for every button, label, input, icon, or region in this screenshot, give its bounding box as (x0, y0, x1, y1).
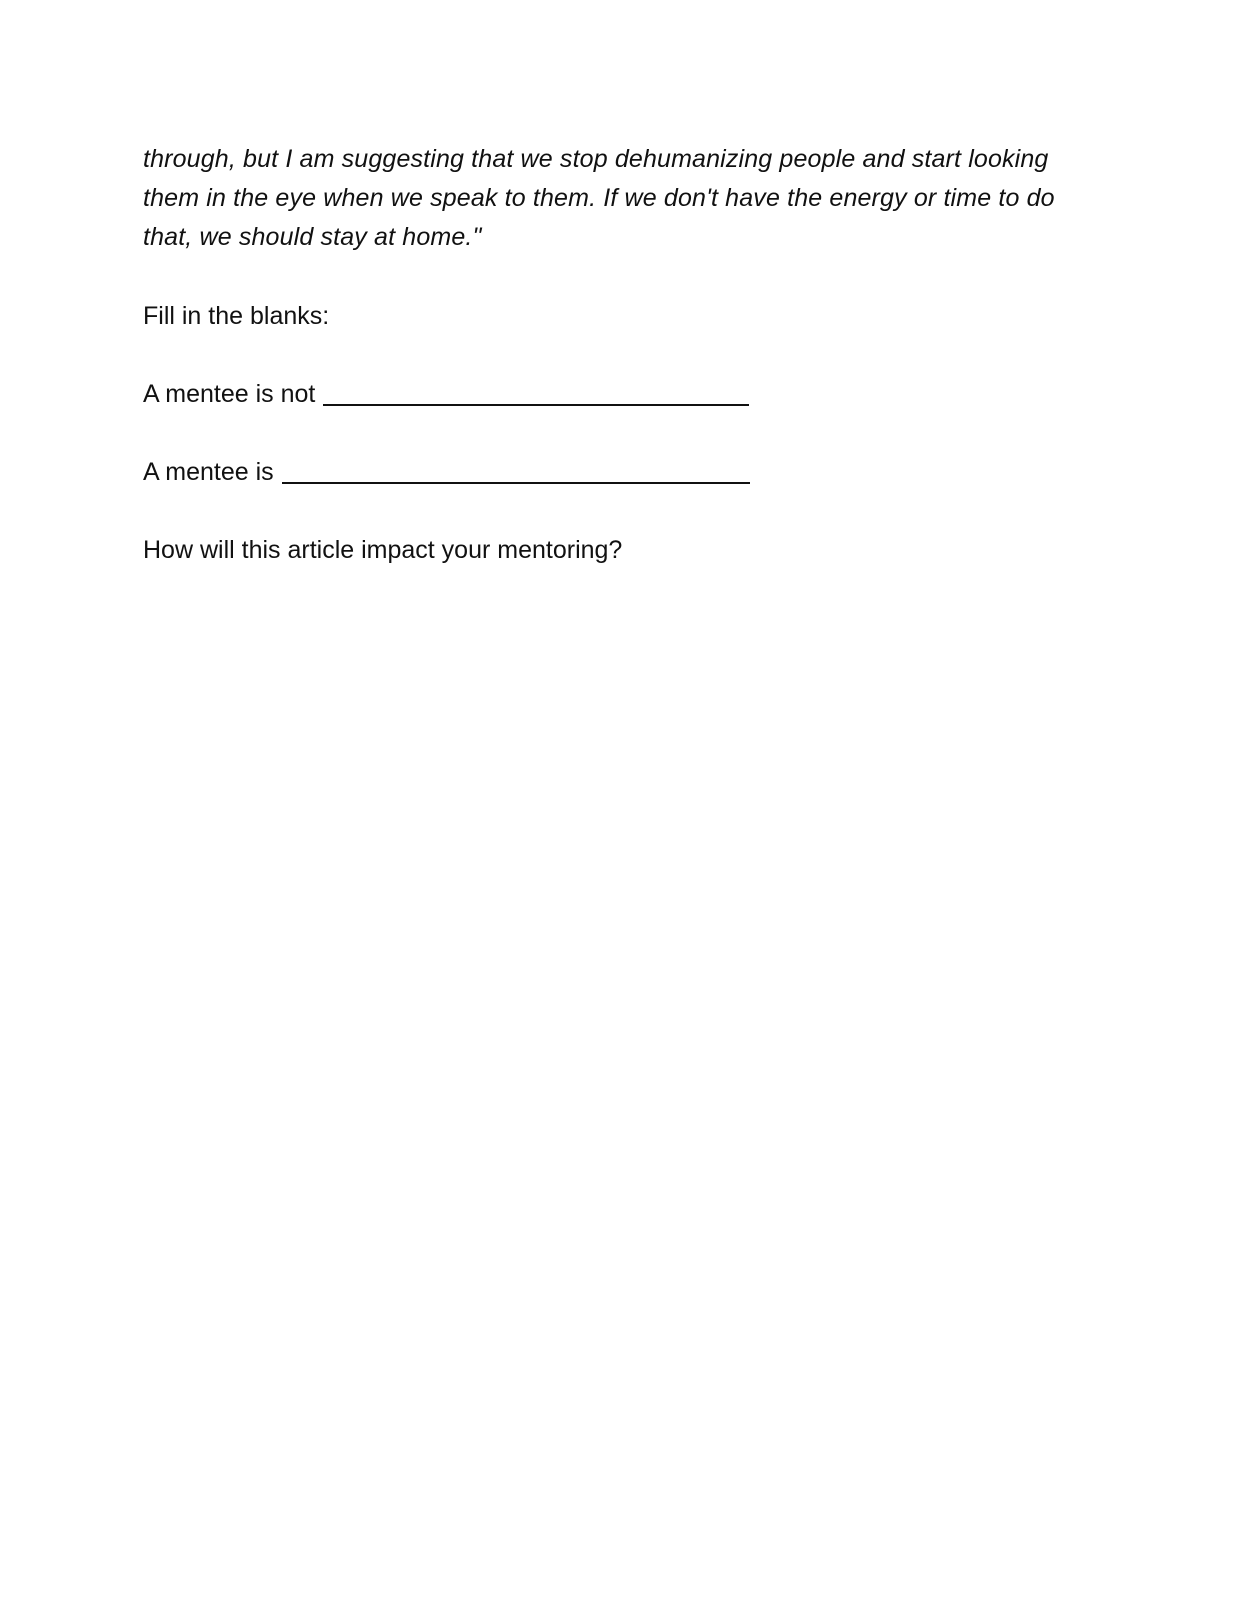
quote-line: through, but I am suggesting that we stop dehumanizing people and start looking (143, 145, 1049, 173)
answer-blank-1[interactable] (323, 386, 749, 406)
quote-line: them in the eye when we speak to them. If we don't have the energy or time to do (143, 184, 1055, 212)
fill-in-instruction: Fill in the blanks: (143, 302, 330, 330)
quote-line: that, we should stay at home." (143, 223, 482, 251)
reflection-question: How will this article impact your mentoring? (143, 536, 623, 564)
blank-prompt-2: A mentee is (143, 458, 274, 486)
blank-question-2 (143, 456, 750, 488)
blank-question-1 (143, 378, 749, 410)
blank-prompt-1: A mentee is not (143, 380, 316, 408)
answer-blank-2[interactable] (282, 464, 750, 484)
quote-paragraph (143, 140, 1103, 257)
